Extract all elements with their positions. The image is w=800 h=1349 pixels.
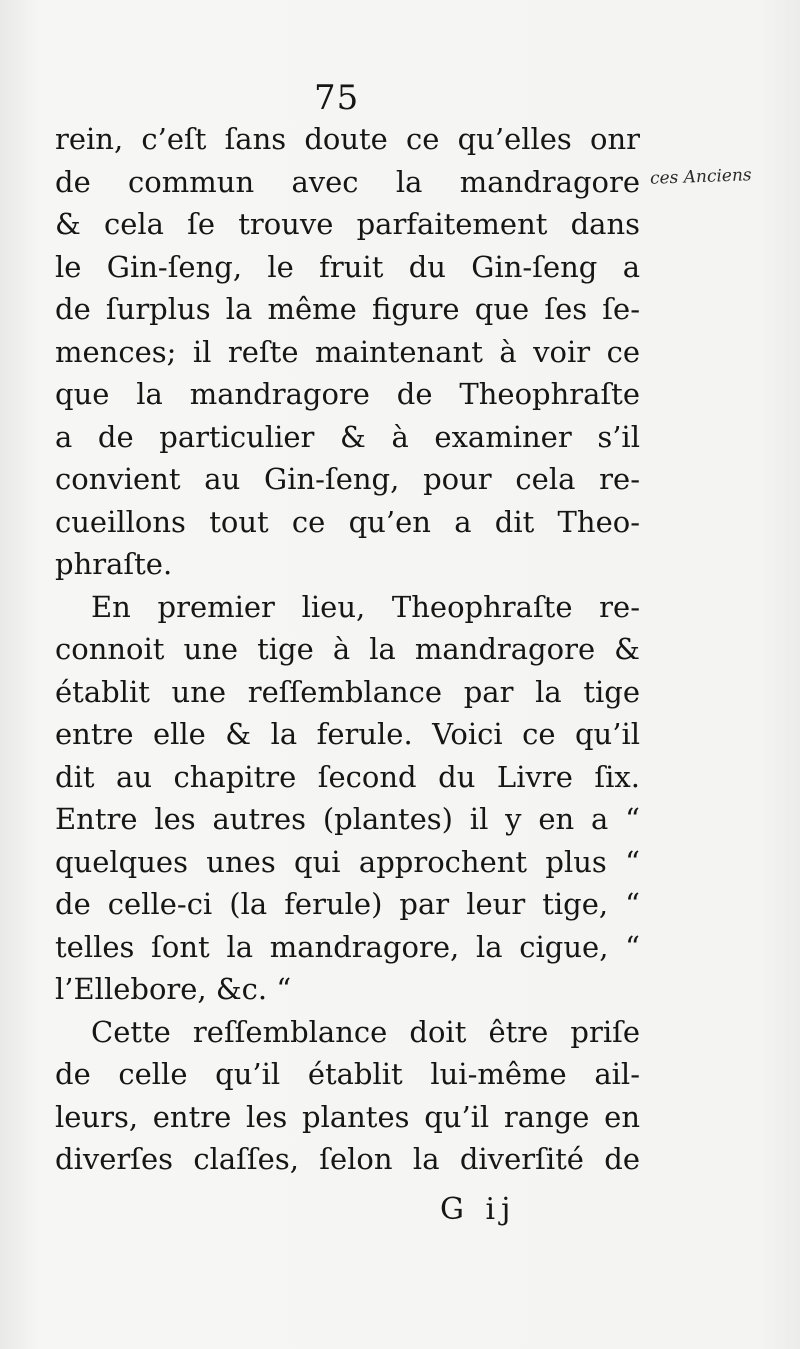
text-line: de commun avec la mandragore xyxy=(55,164,640,199)
text-line: phraſte. xyxy=(55,547,173,581)
quote-line: Entre les autres (plantes) il y en a “ xyxy=(55,802,640,836)
text-line: connoit une tige à la mandragore & xyxy=(55,632,640,666)
quote-line: de celle-ci (la ferule) par leur tige, “ xyxy=(55,887,640,921)
text-line: que la mandragore de Theophraſte xyxy=(55,377,640,411)
quote-line: quelques unes qui approchent plus “ xyxy=(55,844,640,879)
signature-mark: G ij xyxy=(440,1192,517,1227)
text-line: cueillons tout ce qu’en a dit Theo- xyxy=(55,504,640,539)
text-line: établit une reſſemblance par la tige xyxy=(55,674,640,709)
text-line: Cette reſſemblance doit être priſe xyxy=(91,1014,640,1049)
text-line: mences; il reſte maintenant à voir ce xyxy=(55,334,640,369)
quote-line: telles ſont la mandragore, la cigue, “ xyxy=(55,929,640,964)
text-line: a de particulier & à examiner s’il xyxy=(55,419,640,454)
text-line: dit au chapitre ſecond du Livre ſix. xyxy=(55,759,640,794)
handwritten-margin-note: ces Anciens xyxy=(649,165,752,189)
text-line: En premier lieu, Theophraſte re- xyxy=(91,589,640,624)
text-line: le Gin-ſeng, le fruit du Gin-ſeng a xyxy=(55,249,640,284)
text-line: de ſurplus la même figure que ſes ſe- xyxy=(55,292,640,326)
text-line: rein, c’eſt ſans doute ce qu’elles onr xyxy=(55,122,640,156)
text-line: convient au Gin-ſeng, pour cela re- xyxy=(55,462,640,496)
text-line: diverſes claſſes, ſelon la diverſité de xyxy=(55,1142,640,1176)
text-line: entre elle & la ferule. Voici ce qu’il xyxy=(55,717,640,751)
page-number: 75 xyxy=(314,78,360,118)
body-text xyxy=(55,118,640,1181)
quote-line: l’Ellebore, &c. “ xyxy=(55,972,292,1006)
text-line: & cela ſe trouve parfaitement dans xyxy=(55,207,640,241)
text-line: leurs, entre les plantes qu’il range en xyxy=(55,1099,640,1134)
text-line: de celle qu’il établit lui-même ail- xyxy=(55,1057,640,1091)
